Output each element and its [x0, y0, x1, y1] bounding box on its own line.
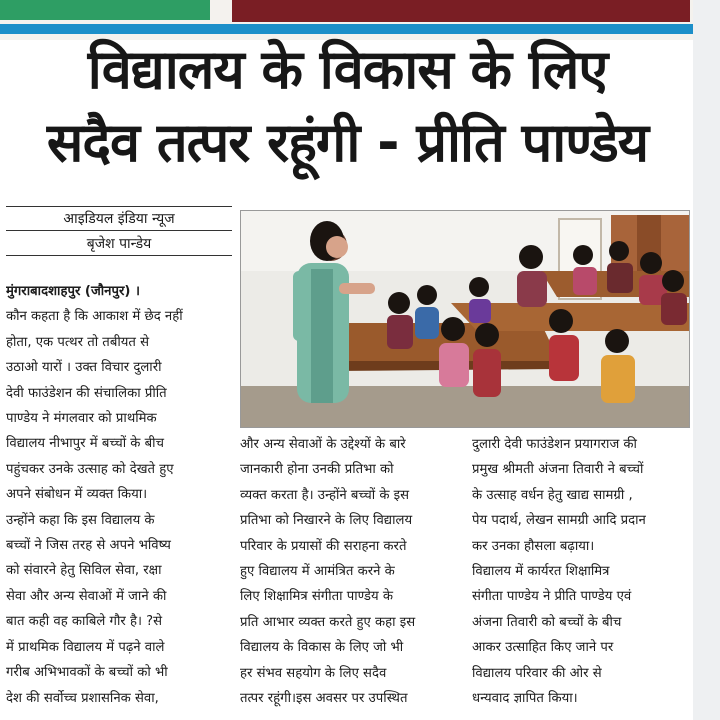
article-line: आकर उत्साहित किए जाने पर — [472, 640, 614, 656]
article-line: होता, एक पत्थर तो तबीयत से — [6, 334, 150, 350]
article-line: दुलारी देवी फाउंडेशन प्रयागराज की — [472, 437, 637, 452]
article-line: विद्यालय नीभापुर में बच्चों के बीच — [6, 436, 164, 452]
article-column-3 — [472, 432, 694, 711]
article-line: को संवारने हेतु सिविल सेवा, रक्षा — [6, 563, 162, 579]
article-line: जानकारी होना उनकी प्रतिभा को — [240, 462, 394, 478]
article-line: उन्होंने कहा कि इस विद्यालय के — [6, 512, 155, 528]
article-line: गरीब अभिभावकों के बच्चों को भी — [6, 665, 168, 681]
article-line: के उत्साह वर्धन हेतु खाद्य सामग्री , — [472, 487, 633, 503]
article-line: पाण्डेय ने मंगलवार को प्राथमिक — [6, 411, 157, 427]
headline-line-2: सदैव तत्पर रहूंगी - प्रीति पाण्डेय — [46, 111, 649, 174]
article-line: लिए शिक्षामित्र संगीता पाण्डेय के — [240, 589, 393, 605]
article-line: कौन कहता है कि आकाश में छेद नहीं — [6, 309, 183, 325]
article-line: व्यक्त करता है। उन्होंने बच्चों के इस — [240, 487, 410, 503]
classroom-photo — [240, 210, 690, 428]
article-line: प्रतिभा को निखारने के लिए विद्यालय — [240, 513, 413, 529]
news-source: आइडियल इंडिया न्यूज — [63, 211, 175, 227]
byline-rule — [6, 255, 232, 256]
article-line: सेवा और अन्य सेवाओं में जाने की — [6, 588, 167, 604]
article-line: उठाओ यारों । उक्त विचार दुलारी — [6, 360, 162, 376]
article-line: कर उनका हौसला बढ़ाया। — [472, 538, 595, 554]
headline — [0, 34, 695, 180]
article-line: बच्चों ने जिस तरह से अपने भविष्य — [6, 538, 171, 554]
article-line: विद्यालय के विकास के लिए जो भी — [240, 640, 404, 656]
byline — [6, 206, 232, 256]
headline-line-1: विद्यालय के विकास के लिए — [87, 38, 608, 101]
article-line: देश की सर्वोच्च प्रशासनिक सेवा, — [6, 690, 159, 706]
article-line: हर संभव सहयोग के लिए सदैव — [240, 665, 387, 681]
article-line: पहुंचकर उनके उत्साह को देखते हुए — [6, 461, 174, 477]
article-line: विद्यालय परिवार की ओर से — [472, 665, 602, 681]
article-line: में प्राथमिक विद्यालय में पढ़ने वाले — [6, 639, 165, 655]
dateline: मुंगराबादशाहपुर (जौनपुर) । — [6, 284, 140, 299]
article-line: और अन्य सेवाओं के उद्देश्यों के बारे — [240, 437, 406, 452]
article-line: प्रति आभार व्यक्त करते हुए कहा इस — [240, 614, 416, 630]
blue-rule — [0, 24, 695, 34]
article-line: प्रमुख श्रीमती अंजना तिवारी ने बच्चों — [472, 462, 644, 478]
article-line: देवी फाउंडेशन की संचालिका प्रीति — [6, 385, 167, 401]
article-line: विद्यालय में कार्यरत शिक्षामित्र — [472, 564, 610, 580]
article-line: बात कही वह काबिले गौर है। ?से — [6, 614, 163, 630]
article-line: पेय पदार्थ, लेखन सामग्री आदि प्रदान — [472, 513, 646, 529]
article-line: संगीता पाण्डेय ने प्रीति पाण्डेय एवं — [472, 589, 632, 605]
article-line: तत्पर रहूंगी।इस अवसर पर उपस्थित — [240, 691, 408, 707]
page-margin — [693, 0, 720, 720]
byline-rule — [6, 206, 232, 207]
author-name: बृजेश पान्डेय — [86, 236, 152, 252]
byline-rule — [6, 230, 232, 231]
article-line: अंजना तिवारी को बच्चों के बीच — [472, 614, 622, 630]
article-line: हुए विद्यालय में आमंत्रित करने के — [240, 564, 395, 580]
article-column-1 — [6, 279, 232, 711]
article-line: धन्यवाद ज्ञापित किया। — [472, 691, 578, 707]
article-column-2 — [240, 432, 462, 711]
classroom-photo-image — [241, 211, 690, 428]
article-line: अपने संबोधन में व्यक्त किया। — [6, 487, 148, 503]
maroon-band — [232, 0, 690, 22]
article-line: परिवार के प्रयासों की सराहना करते — [240, 538, 407, 554]
green-band — [0, 0, 210, 20]
